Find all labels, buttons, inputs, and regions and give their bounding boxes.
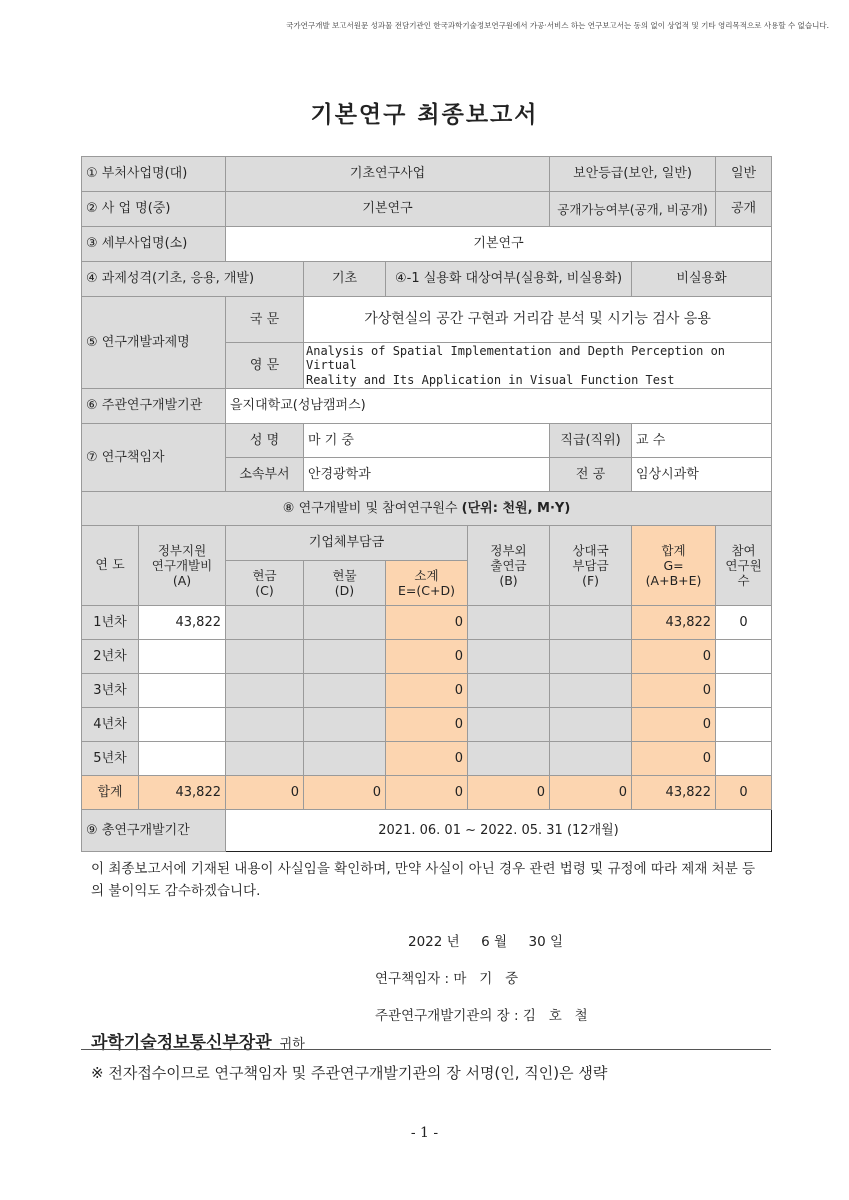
budget-sum-row (82, 776, 772, 810)
sum-staff: 0 (716, 776, 772, 810)
signature-date: 2022 년 6 월 30 일 (408, 934, 564, 950)
label-name: 성 명 (226, 424, 304, 458)
budget-cell-kind (304, 674, 386, 708)
period-row (82, 810, 772, 852)
sum-gov: 43,822 (139, 776, 226, 810)
budget-cell-year: 1년차 (82, 606, 139, 640)
budget-year-row (82, 674, 772, 708)
col-subtotal: 소계 E=(C+D) (386, 561, 468, 606)
signer-researcher: 연구책임자 : 마 기 중 (375, 971, 519, 987)
budget-cell-gov (139, 742, 226, 776)
info-row-researcher-name (82, 424, 772, 458)
budget-cell-kind (304, 742, 386, 776)
addressee-suffix: 귀하 (279, 1037, 305, 1052)
budget-cell-total: 0 (632, 708, 716, 742)
info-row-title-korean (82, 297, 772, 343)
value-position: 교 수 (632, 424, 772, 458)
budget-cell-cash (226, 708, 304, 742)
budget-columns-row-1 (82, 526, 772, 561)
budget-cell-nongov (468, 674, 550, 708)
label-program-name: ② 사 업 명(중) (82, 192, 226, 227)
budget-cell-partner (550, 742, 632, 776)
budget-cell-total: 0 (632, 742, 716, 776)
label-commercialization: ④-1 실용화 대상여부(실용화, 비실용화) (386, 262, 632, 297)
sum-year: 합계 (82, 776, 139, 810)
budget-cell-gov (139, 640, 226, 674)
value-institution: 을지대학교(성남캠퍼스) (226, 389, 772, 424)
budget-cell-year: 5년차 (82, 742, 139, 776)
budget-cell-total: 43,822 (632, 606, 716, 640)
sum-total: 43,822 (632, 776, 716, 810)
info-row-ministry (82, 157, 772, 192)
budget-cell-staff: 0 (716, 606, 772, 640)
budget-cell-nongov (468, 708, 550, 742)
budget-year-row (82, 708, 772, 742)
value-department: 안경광학과 (304, 458, 550, 492)
value-title-korean: 가상현실의 공간 구현과 거리감 분석 및 시기능 검사 응용 (304, 297, 772, 343)
addressee-minister: 과학기술정보통신부장관 (91, 1033, 272, 1053)
label-principal-investigator: ⑦ 연구책임자 (82, 424, 226, 492)
budget-cell-kind (304, 640, 386, 674)
document-title: 기본연구 최종보고서 (310, 102, 539, 128)
budget-cell-staff (716, 742, 772, 776)
budget-cell-partner (550, 640, 632, 674)
budget-cell-subtotal: 0 (386, 708, 468, 742)
col-gov-funding: 정부지원 연구개발비 (A) (139, 526, 226, 606)
col-year: 연 도 (82, 526, 139, 606)
budget-cell-nongov (468, 640, 550, 674)
budget-cell-year: 2년차 (82, 640, 139, 674)
budget-cell-staff (716, 640, 772, 674)
budget-cell-staff (716, 708, 772, 742)
value-subprogram: 기본연구 (226, 227, 772, 262)
budget-cell-subtotal: 0 (386, 674, 468, 708)
value-program-name: 기본연구 (226, 192, 550, 227)
sum-cash: 0 (226, 776, 304, 810)
budget-cell-kind (304, 708, 386, 742)
budget-cell-subtotal: 0 (386, 640, 468, 674)
budget-unit: (단위: 천원, M·Y) (461, 500, 571, 516)
budget-cell-partner (550, 674, 632, 708)
title-english-line-2: Reality and Its Application in Visual Function Test (306, 372, 675, 387)
label-subprogram: ③ 세부사업명(소) (82, 227, 226, 262)
budget-cell-cash (226, 640, 304, 674)
title-english-line-1: Analysis of Spatial Implementation and Depth Perception on Virtual (306, 343, 726, 373)
value-security-level: 일반 (716, 157, 772, 192)
sum-nongov: 0 (468, 776, 550, 810)
col-corporate-share: 기업체부담금 (226, 526, 468, 561)
label-security-level: 보안등급(보안, 일반) (550, 157, 716, 192)
value-ministry-program: 기초연구사업 (226, 157, 550, 192)
budget-cell-subtotal: 0 (386, 606, 468, 640)
report-summary-table (81, 156, 772, 852)
label-institution: ⑥ 주관연구개발기관 (82, 389, 226, 424)
budget-cell-total: 0 (632, 640, 716, 674)
page-number: - 1 - (410, 1125, 439, 1141)
col-nongov-funding: 정부외 출연금 (B) (468, 526, 550, 606)
budget-cell-kind (304, 606, 386, 640)
label-disclosure: 공개가능여부(공개, 비공개) (550, 192, 716, 227)
budget-cell-total: 0 (632, 674, 716, 708)
budget-cell-cash (226, 742, 304, 776)
label-position: 직급(직위) (550, 424, 632, 458)
label-major: 전 공 (550, 458, 632, 492)
value-title-english (304, 343, 772, 389)
label-total-period: ⑨ 총연구개발기간 (82, 810, 226, 852)
label-project-nature: ④ 과제성격(기초, 응용, 개발) (82, 262, 304, 297)
budget-cell-staff (716, 674, 772, 708)
budget-cell-cash (226, 606, 304, 640)
budget-header-row (82, 492, 772, 526)
info-row-institution (82, 389, 772, 424)
sum-partner: 0 (550, 776, 632, 810)
budget-year-row (82, 640, 772, 674)
usage-notice: 국가연구개발 보고서원문 성과물 전담기관인 한국과학기술정보연구원에서 가공·서비스 하는 연구보고서는 동의 없이 상업적 및 기타 영리목적으로 사용할 수 없습니다. (286, 21, 829, 30)
budget-cell-gov: 43,822 (139, 606, 226, 640)
label-title-english: 영 문 (226, 343, 304, 389)
label-department: 소속부서 (226, 458, 304, 492)
info-row-nature (82, 262, 772, 297)
signer-institution-head: 주관연구개발기관의 장 : 김 호 철 (375, 1008, 588, 1024)
info-row-subprogram (82, 227, 772, 262)
budget-cell-gov (139, 674, 226, 708)
budget-year-row (82, 742, 772, 776)
col-cash: 현금 (C) (226, 561, 304, 606)
sum-kind: 0 (304, 776, 386, 810)
col-staff: 참여 연구원수 (716, 526, 772, 606)
divider-line (81, 1049, 771, 1050)
budget-body (82, 606, 772, 776)
budget-cell-gov (139, 708, 226, 742)
budget-cell-nongov (468, 606, 550, 640)
col-total: 합계 G=(A+B+E) (632, 526, 716, 606)
confirmation-statement: 이 최종보고서에 기재된 내용이 사실임을 확인하며, 만약 사실이 아닌 경우 관련 법령 및 규정에 따라 제재 처분 등의 불이익도 감수하겠습니다. (91, 861, 756, 899)
label-project-title: ⑤ 연구개발과제명 (82, 297, 226, 389)
electronic-submission-note: ※ 전자접수이므로 연구책임자 및 주관연구개발기관의 장 서명(인, 직인)은 생략 (91, 1064, 608, 1082)
col-partner-share: 상대국 부담금 (F) (550, 526, 632, 606)
value-disclosure: 공개 (716, 192, 772, 227)
budget-title-text: ⑧ 연구개발비 및 참여연구원수 (282, 500, 462, 516)
budget-cell-partner (550, 708, 632, 742)
budget-year-row (82, 606, 772, 640)
budget-cell-nongov (468, 742, 550, 776)
budget-section-title (82, 492, 772, 526)
value-name: 마 기 중 (304, 424, 550, 458)
value-commercialization: 비실용화 (632, 262, 772, 297)
info-row-program (82, 192, 772, 227)
label-title-korean: 국 문 (226, 297, 304, 343)
value-total-period: 2021. 06. 01 ~ 2022. 05. 31 (12개월) (226, 810, 772, 852)
col-in-kind: 현물 (D) (304, 561, 386, 606)
budget-cell-cash (226, 674, 304, 708)
budget-cell-subtotal: 0 (386, 742, 468, 776)
budget-cell-year: 3년차 (82, 674, 139, 708)
sum-subtotal: 0 (386, 776, 468, 810)
value-project-nature: 기초 (304, 262, 386, 297)
budget-cell-year: 4년차 (82, 708, 139, 742)
budget-cell-partner (550, 606, 632, 640)
label-ministry-program: ① 부처사업명(대) (82, 157, 226, 192)
value-major: 임상시과학 (632, 458, 772, 492)
